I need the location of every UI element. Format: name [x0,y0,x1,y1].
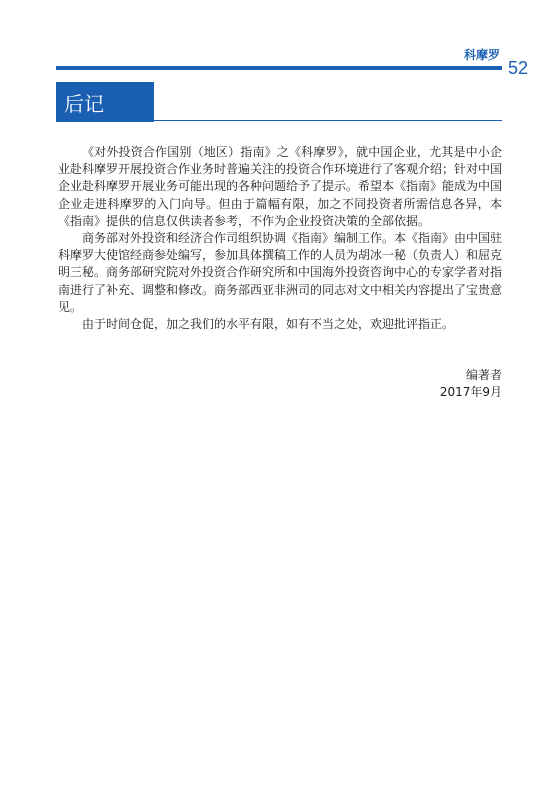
paragraph-3: 由于时间仓促，加之我们的水平有限，如有不当之处，欢迎批评指正。 [82,317,455,332]
signature-block [300,367,502,401]
title-underline [154,120,502,121]
page-number: 52 [508,58,529,78]
running-header-country: 科摩罗 [463,48,500,62]
signature-date: 2017年9月 [439,385,502,400]
paragraph-1: 《对外投资合作国别（地区）指南》之《科摩罗》，就中国企业，尤其是中小企业赴科摩罗开展投资合作业务时普遍关注的投资合作环境进行了客观介绍；针对中国企业赴科摩罗开展业务可能出现的各种问题给予了提示。希望本《指南》能成为中国企业走进科摩罗的入门向导。但由于篇幅有限，加之不同投资者所需信息各异，本《指南》提供的信息仅供读者参考，不作为企业投资决策的全部依据。 [58,145,503,228]
paragraph-2: 商务部对外投资和经济合作司组织协调《指南》编制工作。本《指南》由中国驻科摩罗大使馆经商参处编写，参加具体撰稿工作的人员为胡冰一秘（负责人）和屈克明三秘。商务部研究院对外投资合作研究所和中国海外投资咨询中心的专家学者对指南进行了补充、调整和修改。商务部西亚非洲司的同志对文中相关内容提出了宝贵意见。 [58,231,503,314]
header-rule [56,66,502,70]
signature-author: 编著者 [465,368,502,382]
afterword-body [58,144,502,333]
page-title: 后记 [64,92,104,116]
